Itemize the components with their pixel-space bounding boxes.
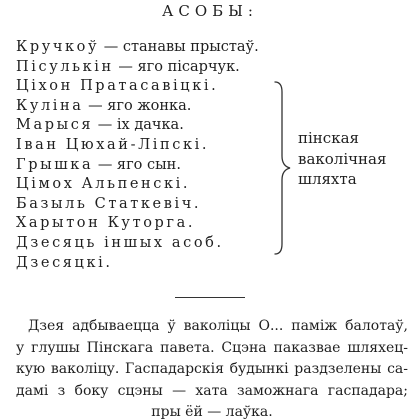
cast-name: Базыль Статкевіч. [16, 195, 202, 212]
cast-name: Цімох Альпенскі. [16, 176, 191, 193]
cast-name: Кручкоў [16, 39, 100, 55]
cast-item [16, 195, 316, 215]
cast-role: — яго пісарчук. [113, 58, 240, 75]
stage-direction [16, 316, 408, 420]
cast-item [16, 175, 316, 195]
cast-name: Харытон Куторга. [16, 215, 196, 232]
group-label-line: шляхта [298, 170, 357, 188]
stage-direction-line: Дзея адбываецца ў ваколіцы О... паміж балотаў, [28, 318, 408, 334]
cast-item [16, 116, 316, 136]
cast-name: Марыся [16, 117, 94, 134]
cast-item [16, 234, 316, 254]
cast-heading: АСОБЫ: [162, 2, 258, 20]
cast-role: — яго жонка. [83, 97, 192, 114]
stage-direction-line: пры ёй — лаўка. [151, 404, 273, 420]
cast-role: — іх дачка. [93, 117, 184, 134]
stage-direction-line: кую ваколіцу. Гаспадарскія будынкі раздзелены са- [16, 361, 408, 377]
curly-brace-icon [272, 80, 294, 256]
stage-direction-line: дамі з боку сцэны — хата заможнага гаспадара; [16, 382, 408, 399]
stage-direction-line: у глушы Пінскага павета. Сцэна паказвае шляхец- [16, 339, 408, 356]
cast-item [16, 156, 316, 176]
cast-item [16, 77, 316, 97]
cast-name: Грышка [16, 156, 94, 173]
cast-item [16, 254, 316, 274]
cast-name: Ціхон Пратасавіцкі. [16, 78, 219, 95]
cast-role: — станавы прыстаў. [99, 39, 259, 55]
cast-item [16, 38, 316, 58]
cast-role: — яго сын. [93, 156, 181, 173]
group-label-line: пінская [298, 129, 359, 147]
cast-name: Куліна [16, 97, 84, 114]
cast-name: Дзесяць іншых асоб. [16, 234, 224, 251]
group-label [298, 128, 418, 190]
cast-item [16, 214, 316, 234]
cast-name: Іван Цюхай-Ліпскі. [16, 136, 210, 153]
cast-name: Дзесяцкі. [16, 254, 113, 271]
cast-item [16, 136, 316, 156]
cast-list [16, 38, 316, 273]
group-label-line: ваколічная [298, 149, 387, 168]
cast-item [16, 97, 316, 117]
cast-item [16, 58, 316, 78]
cast-name: Пісулькін [16, 58, 114, 75]
section-divider [175, 297, 245, 298]
